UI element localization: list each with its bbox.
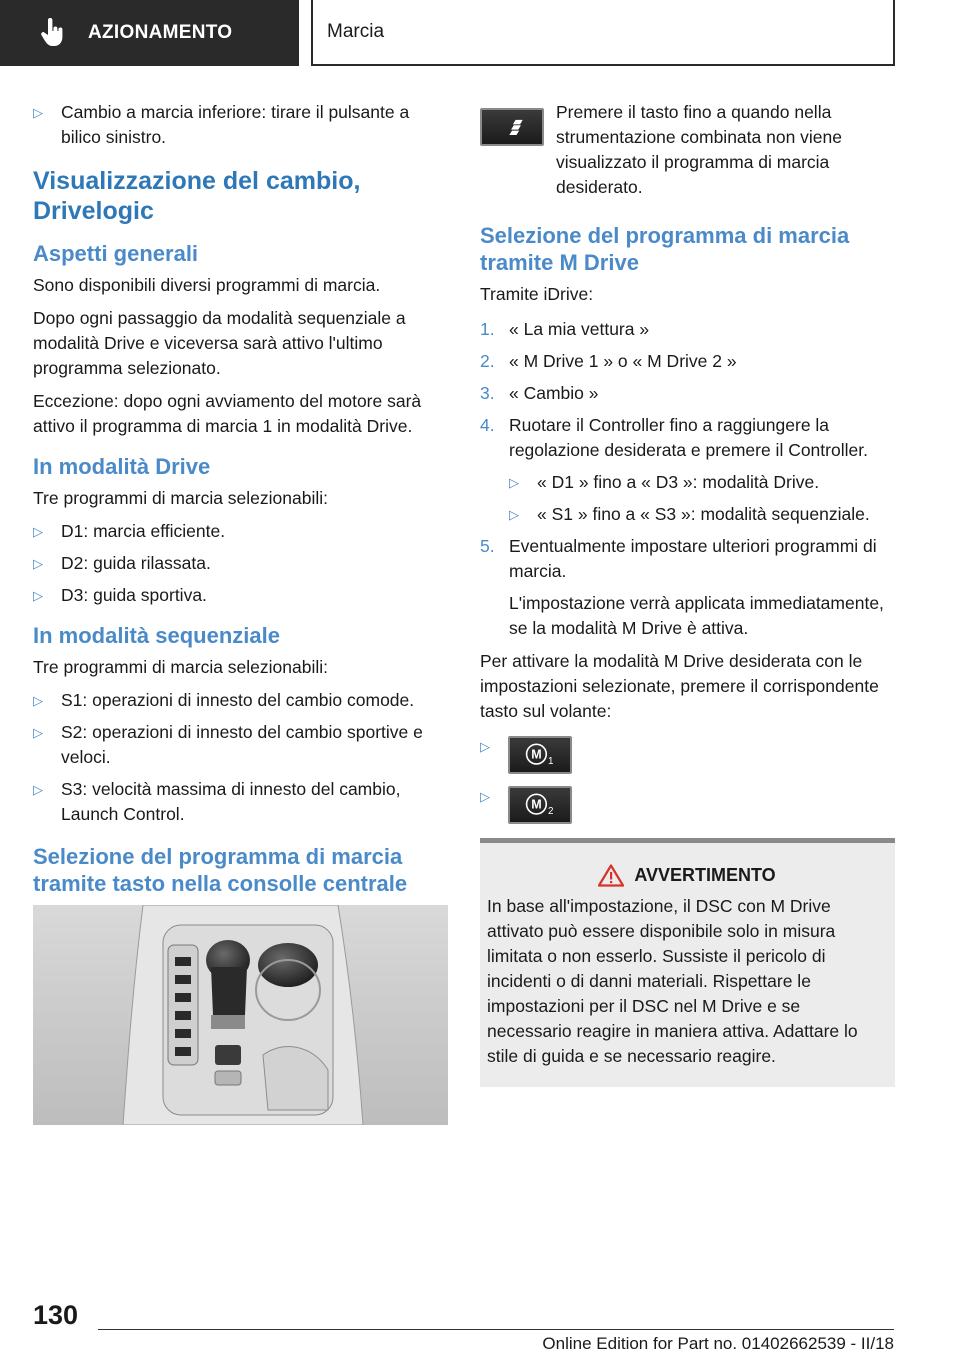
m1-button-row [480,736,895,774]
subheading-drive: In modalità Drive [33,454,211,479]
list-item: ▷ S3: velocità massima di innesto del cambio, Launch Control. [33,777,448,827]
gearbox-program-key-icon [480,108,544,146]
svg-text:M: M [531,747,542,762]
list-item: 3. « Cambio » [480,383,599,403]
triangle-bullet-icon: ▷ [33,556,43,571]
list-item: ▷ D2: guida rilassata. [33,551,448,576]
list-item: 4. Ruotare il Controller fino a raggiungere la regolazione desiderata e premere il Controller. [480,415,868,460]
list-item: 5. Eventualmente impostare ulteriori programmi di marcia. [480,536,877,581]
subheading-console: Selezione del programma di marcia tramite tasto nella consolle centrale [33,844,408,896]
list-item: 1. « La mia vettura » [480,319,650,339]
subheading-sequential: In modalità sequenziale [33,623,280,648]
m2-steering-key-icon [508,786,572,824]
page-number: 130 [33,1300,79,1330]
triangle-bullet-icon: ▷ [33,524,43,539]
warning-box [480,838,895,1087]
m2-button-row [480,786,895,824]
triangle-bullet-icon: ▷ [509,475,519,490]
triangle-bullet-icon: ▷ [33,782,43,797]
triangle-bullet-icon: ▷ [480,739,490,754]
m2-subscript: 2 [548,805,554,817]
list-item: ▷ S1: operazioni di innesto del cambio comode. [33,688,448,713]
triangle-bullet-icon: ▷ [509,507,519,522]
paragraph: Dopo ogni passaggio da modalità sequenziale a modalità Drive e viceversa sarà attivo l'ultimo programma selezionato. [33,308,406,378]
chapter-title: Marcia [327,21,385,42]
list-item: ▷ D1: marcia efficiente. [33,519,448,544]
paragraph: Eccezione: dopo ogni avviamento del motore sarà attivo il programma di marcia 1 in modalità Drive. [33,391,422,436]
paragraph: Per attivare la modalità M Drive desiderata con le impostazioni selezionate, premere il corrispondente tasto sul volante: [480,651,879,721]
list-item: ▷ S2: operazioni di innesto del cambio sportive e veloci. [33,720,448,770]
warning-icon [598,864,624,887]
warning-header [487,863,887,888]
paragraph: Tre programmi di marcia selezionabili: [33,488,329,508]
warning-title: AVVERTIMENTO [634,865,776,885]
m1-subscript: 1 [548,755,554,767]
left-column [33,100,448,1125]
key-intro [480,100,895,200]
paragraph: Sono disponibili diversi programmi di marcia. [33,275,381,295]
triangle-bullet-icon: ▷ [33,588,43,603]
triangle-bullet-icon: ▷ [33,105,43,120]
center-console-illustration [33,905,448,1125]
list-item: ▷ Cambio a marcia inferiore: tirare il pulsante a bilico sinistro. [33,100,448,150]
subheading-mdrive: Selezione del programma di marcia tramite M Drive [480,223,850,275]
triangle-bullet-icon: ▷ [33,693,43,708]
section-header [0,0,299,66]
triangle-bullet-icon: ▷ [480,789,490,804]
chapter-header [311,0,895,66]
list-item: ▷ D3: guida sportiva. [33,583,448,608]
paragraph: L'impostazione verrà applicata immediatamente, se la modalità M Drive è attiva. [509,593,884,638]
right-column [480,100,895,1087]
list-item: ▷ « S1 » fino a « S3 »: modalità sequenziale. [509,502,895,527]
svg-text:M: M [531,797,542,812]
list-item: ▷ « D1 » fino a « D3 »: modalità Drive. [509,470,895,495]
list-item: 2. « M Drive 1 » o « M Drive 2 » [480,351,737,371]
warning-text: In base all'impostazione, il DSC con M Drive attivato può essere disponibile solo in misura limitata o non esserlo. Sussiste il pericolo di incidenti o di danni materiali. Rispettare le impostazioni per il DSC nel M Drive e se necessario reagire in maniera attiva. Adattare lo stile di guida e se necessario reagire. [487,896,858,1066]
subheading-general: Aspetti generali [33,241,199,266]
footer-divider [98,1329,894,1330]
hand-pointer-icon [40,18,66,48]
section-heading: Visualizzazione del cambio, Drivelogic [33,167,361,225]
paragraph: Premere il tasto fino a quando nella strumentazione combinata non viene visualizzato il programma di marcia desiderato. [556,102,843,197]
section-title: AZIONAMENTO [88,22,233,43]
paragraph: Tramite iDrive: [480,284,594,304]
footer-edition: Online Edition for Part no. 01402662539 - II/18 [542,1334,894,1353]
paragraph: Tre programmi di marcia selezionabili: [33,657,329,677]
triangle-bullet-icon: ▷ [33,725,43,740]
m1-steering-key-icon [508,736,572,774]
